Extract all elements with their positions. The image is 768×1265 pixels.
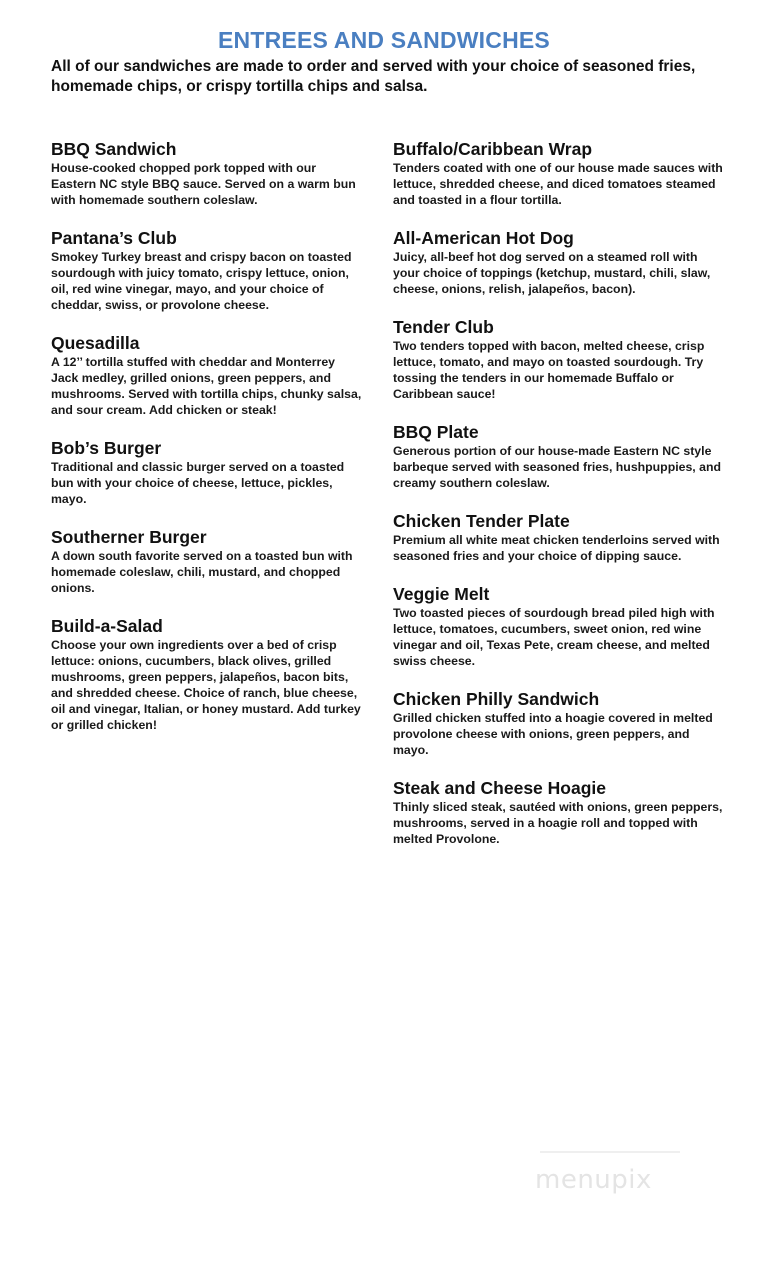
menu-item-description: Tenders coated with one of our house made sauces with lettuce, shredded cheese, and diced tomatoes steamed and toasted in a flour tortilla.	[393, 161, 723, 207]
menu-item	[51, 615, 363, 733]
menu-item-name: Southerner Burger	[51, 527, 207, 547]
menu-item	[393, 510, 723, 564]
menu-item	[51, 227, 363, 313]
menu-item-name: Build-a-Salad	[51, 616, 163, 636]
page-title: ENTREES AND SANDWICHES	[218, 27, 550, 53]
watermark-logo: menupix	[535, 1165, 652, 1195]
menu-item-name: All-American Hot Dog	[393, 228, 574, 248]
menu-item-description: Two toasted pieces of sourdough bread piled high with lettuce, tomatoes, cucumbers, sweet onion, red wine vinegar and oil, Texas Pete, cream cheese, and melted swiss cheese.	[393, 606, 715, 668]
menu-item-name: Buffalo/Caribbean Wrap	[393, 139, 593, 159]
menu-item	[393, 583, 723, 669]
menu-item	[51, 526, 363, 596]
menu-item-description: Juicy, all-beef hot dog served on a steamed roll with your choice of toppings (ketchup, mustard, chili, slaw, cheese, onions, relish, jalapeños, bacon).	[393, 250, 711, 296]
menu-item	[393, 688, 723, 758]
watermark-divider	[540, 1151, 680, 1153]
menu-item-name: Steak and Cheese Hoagie	[393, 778, 606, 798]
menu-item	[51, 332, 363, 418]
menu-item-name: Chicken Philly Sandwich	[393, 689, 600, 709]
menu-item	[393, 777, 723, 847]
menu-column-left	[51, 138, 363, 752]
menu-item	[393, 421, 723, 491]
menu-item-description: Premium all white meat chicken tenderloins served with seasoned fries and your choice of dipping sauce.	[393, 533, 720, 563]
menu-item-description: A down south favorite served on a toasted bun with homemade coleslaw, chili, mustard, and chopped onions.	[51, 549, 353, 595]
menu-item-description: Grilled chicken stuffed into a hoagie covered in melted provolone cheese with onions, green peppers, and mayo.	[393, 711, 713, 757]
menu-item-name: Quesadilla	[51, 333, 140, 353]
menu-item	[51, 138, 363, 208]
menu-item-description: A 12’’ tortilla stuffed with cheddar and Monterrey Jack medley, grilled onions, green peppers, and mushrooms. Served with tortilla chips, chunky salsa, and sour cream. Add chicken or steak!	[51, 355, 362, 417]
menu-item-name: BBQ Sandwich	[51, 139, 177, 159]
menu-item	[393, 227, 723, 297]
menu-item-name: Chicken Tender Plate	[393, 511, 570, 531]
menu-item-name: BBQ Plate	[393, 422, 479, 442]
menu-item-description: Choose your own ingredients over a bed of crisp lettuce: onions, cucumbers, black olives, grilled mushrooms, green peppers, jalapeños, bacon bits, and shredded cheese. Choice of ranch, blue cheese, oil and vinegar, Italian, or honey mustard. Add turkey or grilled chicken!	[51, 638, 361, 732]
menu-item-name: Bob’s Burger	[51, 438, 162, 458]
menu-item-description: House-cooked chopped pork topped with our Eastern NC style BBQ sauce. Served on a warm bun with homemade southern coleslaw.	[51, 161, 356, 207]
menu-item-name: Tender Club	[393, 317, 494, 337]
menu-item	[393, 316, 723, 402]
menu-item	[393, 138, 723, 208]
menu-item-description: Traditional and classic burger served on a toasted bun with your choice of cheese, lettuce, pickles, mayo.	[51, 460, 345, 506]
menu-item-description: Smokey Turkey breast and crispy bacon on toasted sourdough with juicy tomato, crispy lettuce, onion, oil, red wine vinegar, mayo, and your choice of cheddar, swiss, or provolone cheese.	[51, 250, 352, 312]
menu-item-name: Veggie Melt	[393, 584, 490, 604]
menu-intro: All of our sandwiches are made to order and served with your choice of seasoned fries, homemade chips, or crispy tortilla chips and salsa.	[51, 58, 696, 95]
menu-item	[51, 437, 363, 507]
menu-column-right	[393, 138, 723, 866]
menu-item-description: Two tenders topped with bacon, melted cheese, crisp lettuce, tomato, and mayo on toasted sourdough. Try tossing the tenders in our homemade Buffalo or Caribbean sauce!	[393, 339, 705, 401]
menu-item-name: Pantana’s Club	[51, 228, 177, 248]
menu-item-description: Thinly sliced steak, sautéed with onions, green peppers, mushrooms, served in a hoagie roll and topped with melted Provolone.	[393, 800, 723, 846]
menu-item-description: Generous portion of our house-made Eastern NC style barbeque served with seasoned fries, hushpuppies, and creamy southern coleslaw.	[393, 444, 721, 490]
